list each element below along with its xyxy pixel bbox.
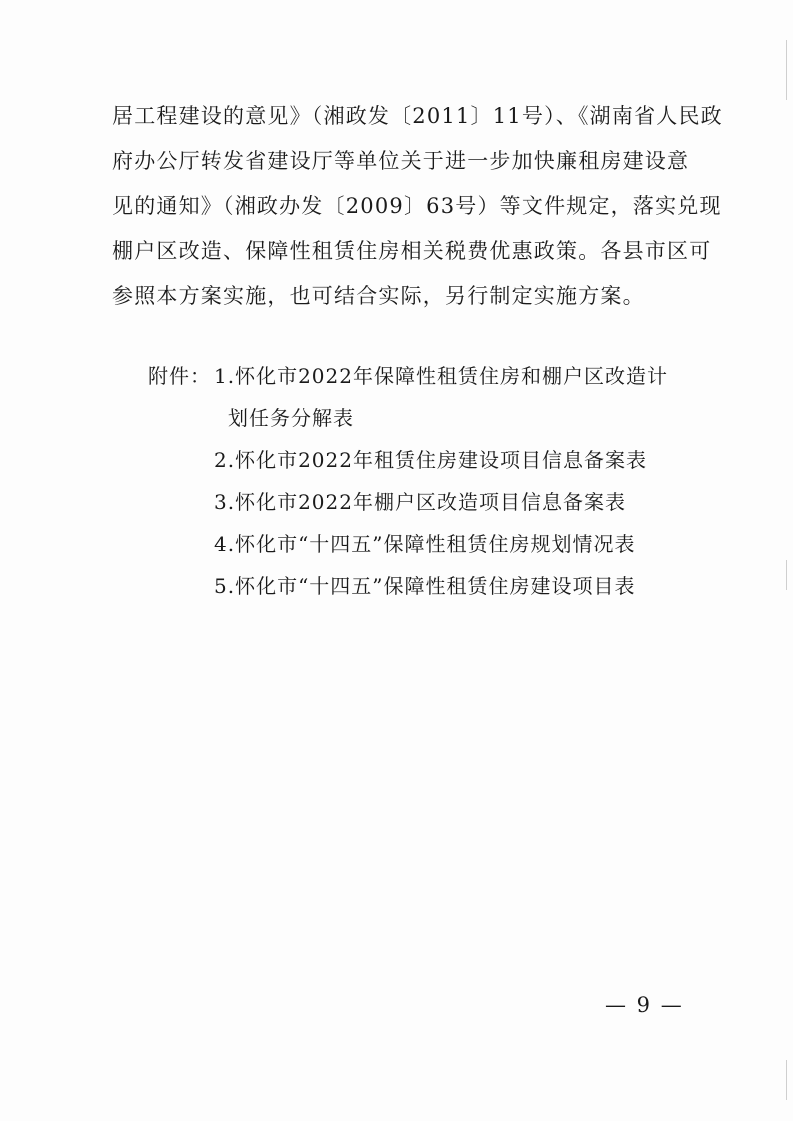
attachment-item-3: 3.怀化市2022年棚户区改造项目信息备案表 xyxy=(214,490,626,514)
scan-edge-mark xyxy=(786,560,787,590)
body-line-2: 府办公厅转发省建设厅等单位关于进一步加快廉租房建设意 xyxy=(112,149,690,173)
body-line-3: 见的通知》（湘政办发〔2009〕63号）等文件规定，落实兑现 xyxy=(112,194,722,218)
body-line-4: 棚户区改造、保障性租赁住房相关税费优惠政策。各县市区可 xyxy=(112,239,712,263)
body-line-5: 参照本方案实施，也可结合实际，另行制定实施方案。 xyxy=(112,284,645,308)
attachments-label: 附件： xyxy=(148,364,211,388)
attachment-item-4: 4.怀化市“十四五”保障性租赁住房规划情况表 xyxy=(214,532,636,556)
attachment-item-1: 1.怀化市2022年保障性租赁住房和棚户区改造计 xyxy=(214,364,668,388)
scan-edge-mark xyxy=(786,1060,787,1100)
scan-edge-mark xyxy=(786,40,787,100)
page-number: — 9 — xyxy=(605,993,684,1017)
body-line-1: 居工程建设的意见》（湘政发〔2011〕11号）、《湖南省人民政 xyxy=(112,104,723,128)
attachment-item-2: 2.怀化市2022年租赁住房建设项目信息备案表 xyxy=(214,448,647,472)
attachment-item-1-cont: 划任务分解表 xyxy=(228,406,354,430)
attachment-item-5: 5.怀化市“十四五”保障性租赁住房建设项目表 xyxy=(214,574,636,598)
